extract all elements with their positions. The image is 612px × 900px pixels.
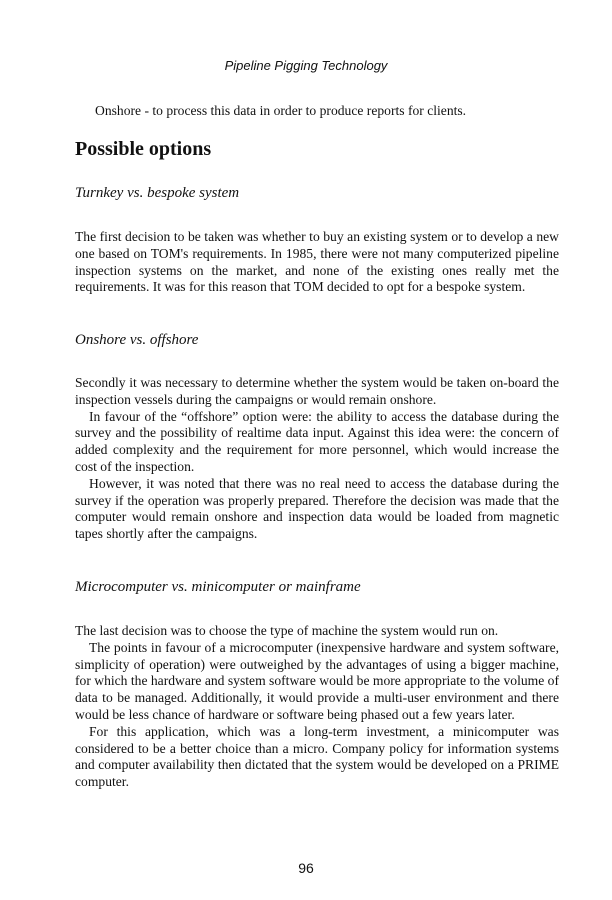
body-microcomputer [75, 623, 559, 791]
paragraph: In favour of the “offshore” option were: the ability to access the database during the survey and the possibility of realtime data input. Against this idea were: the concern of added complexity and the requirement for more personnel, which would increase the cost of the inspection. [75, 408, 559, 474]
paragraph: The last decision was to choose the type of machine the system would run on. [75, 623, 499, 638]
section-heading: Possible options [75, 138, 212, 160]
subheading-onshore: Onshore vs. offshore [75, 332, 199, 348]
paragraph: For this application, which was a long-term investment, a minicomputer was considered to be a better choice than a micro. Company policy for information systems and computer availability then dictated that the system would be developed on a PRIME computer. [75, 723, 559, 790]
subheading-turnkey: Turnkey vs. bespoke system [75, 185, 240, 201]
subheading-microcomputer: Microcomputer vs. minicomputer or mainframe [75, 579, 361, 595]
paragraph: The points in favour of a microcomputer (inexpensive hardware and system software, simplicity of operation) were outweighed by the advantages of using a bigger machine, for which the hardware and system software would be more appropriate to the volume of data to be managed. Additionally, it would provide a multi-user environment and there would be less chance of hardware or software being phased out a few years later. [75, 639, 559, 722]
paragraph: However, it was noted that there was no real need to access the database during the survey if the operation was properly prepared. Therefore the decision was made that the computer would remain onshore and inspection data would be loaded from magnetic tapes shortly after the campaigns. [75, 475, 559, 542]
continuation-line: Onshore - to process this data in order to produce reports for clients. [95, 103, 467, 118]
running-header: Pipeline Pigging Technology [224, 58, 388, 73]
paragraph: Secondly it was necessary to determine whether the system would be taken on-board the inspection vessels during the campaigns or would remain onshore. [75, 375, 559, 407]
body-onshore [75, 375, 559, 543]
page-number: 96 [298, 860, 314, 876]
body-turnkey [75, 229, 559, 296]
paragraph: The first decision to be taken was whether to buy an existing system or to develop a new one based on TOM's requirements. In 1985, there were not many computerized pipeline inspection systems on the market, and none of the existing ones really met the requirements. It was for this reason that TOM decided to opt for a bespoke system. [75, 229, 559, 295]
